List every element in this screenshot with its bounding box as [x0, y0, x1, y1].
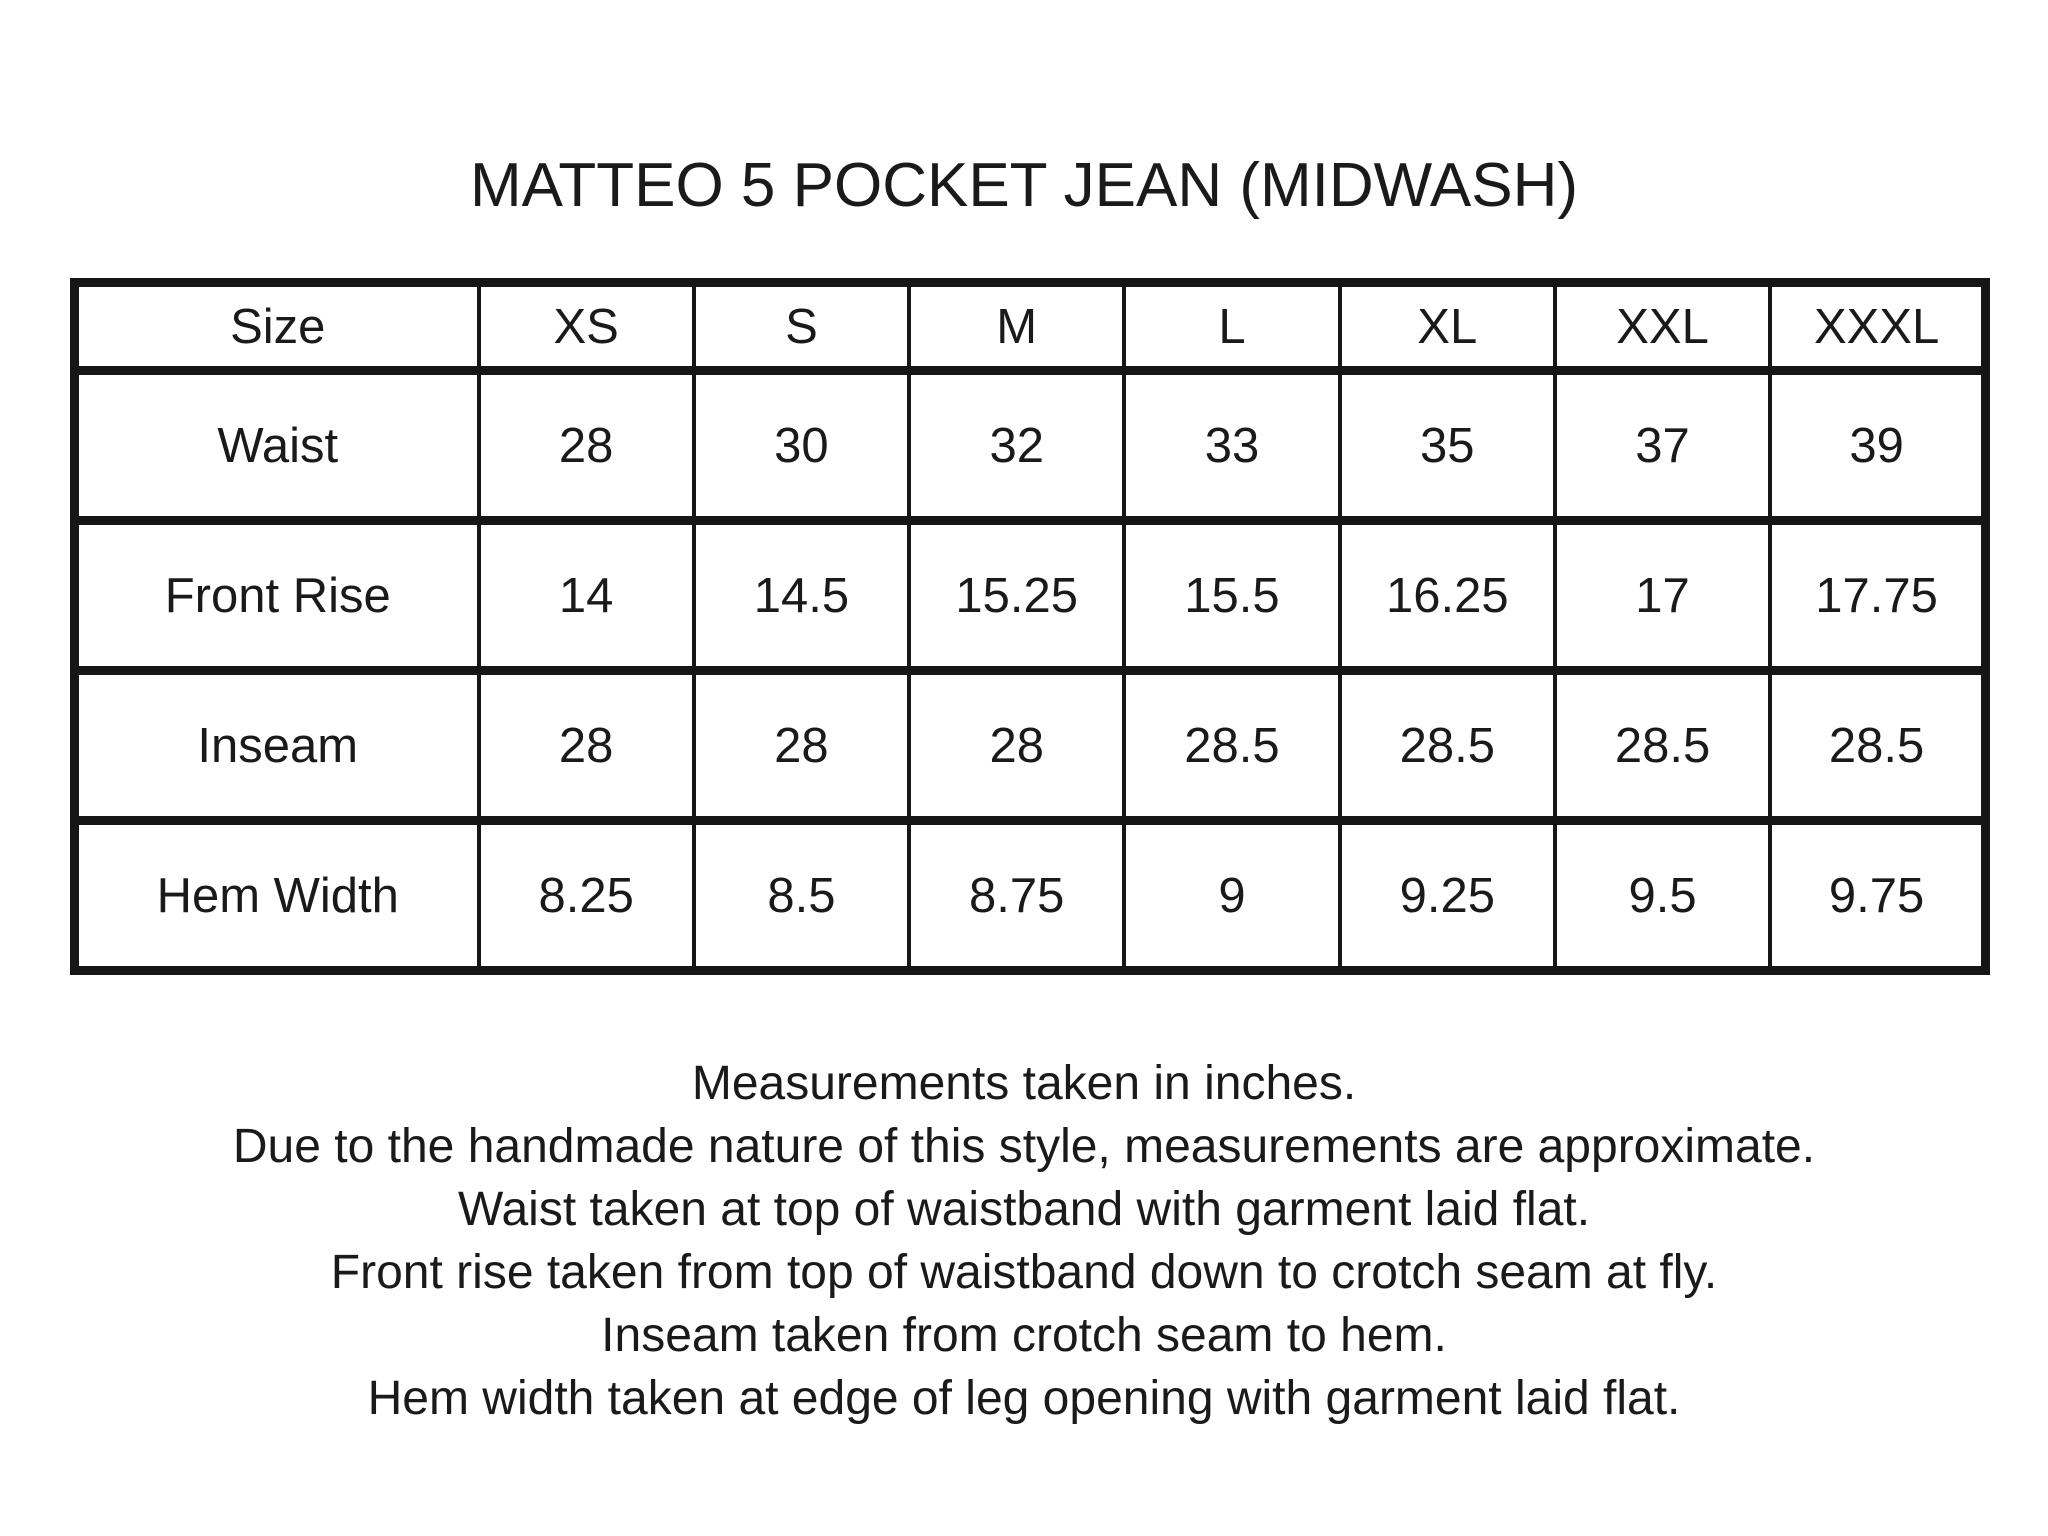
table-row	[75, 671, 1986, 821]
measurement-cell: 28	[694, 671, 909, 821]
measurement-cell: 28	[909, 671, 1124, 821]
note-line: Due to the handmade nature of this style, measurements are approximate.	[232, 1120, 1816, 1173]
measurement-cell: 8.75	[909, 821, 1124, 971]
column-header-size: Size	[75, 283, 479, 371]
table-row	[75, 821, 1986, 971]
column-header: XL	[1340, 283, 1555, 371]
measurement-cell: 14.5	[694, 521, 909, 671]
measurement-cell: 15.5	[1124, 521, 1339, 671]
measurement-cell: 32	[909, 371, 1124, 521]
measurement-cell: 9.5	[1555, 821, 1770, 971]
measurement-cell: 9	[1124, 821, 1339, 971]
row-label: Front Rise	[75, 521, 479, 671]
column-header: XXXL	[1770, 283, 1985, 371]
column-header: M	[909, 283, 1124, 371]
measurement-cell: 28.5	[1124, 671, 1339, 821]
table-row	[75, 521, 1986, 671]
measurement-cell: 28.5	[1340, 671, 1555, 821]
measurement-cell: 17.75	[1770, 521, 1985, 671]
column-header: XXL	[1555, 283, 1770, 371]
measurement-cell: 28	[479, 371, 694, 521]
measurement-cell: 28.5	[1555, 671, 1770, 821]
note-line: Front rise taken from top of waistband down to crotch seam at fly.	[330, 1246, 1718, 1299]
measurement-cell: 33	[1124, 371, 1339, 521]
measurement-cell: 28	[479, 671, 694, 821]
column-header: S	[694, 283, 909, 371]
note-line: Inseam taken from crotch seam to hem.	[601, 1309, 1447, 1362]
measurement-cell: 17	[1555, 521, 1770, 671]
row-label: Inseam	[75, 671, 479, 821]
table-row	[75, 371, 1986, 521]
measurement-cell: 37	[1555, 371, 1770, 521]
column-header: XS	[479, 283, 694, 371]
header-row	[75, 283, 1986, 371]
note-line: Hem width taken at edge of leg opening with garment laid flat.	[367, 1372, 1681, 1425]
measurement-cell: 9.25	[1340, 821, 1555, 971]
column-header: L	[1124, 283, 1339, 371]
measurement-cell: 16.25	[1340, 521, 1555, 671]
table-body	[75, 371, 1986, 971]
measurement-cell: 8.5	[694, 821, 909, 971]
notes	[0, 1052, 2048, 1430]
page-title: MATTEO 5 POCKET JEAN (MIDWASH)	[469, 150, 1579, 220]
note-line: Measurements taken in inches.	[691, 1057, 1357, 1110]
row-label: Hem Width	[75, 821, 479, 971]
note-line: Waist taken at top of waistband with garment laid flat.	[457, 1183, 1591, 1236]
measurement-cell: 14	[479, 521, 694, 671]
measurement-cell: 15.25	[909, 521, 1124, 671]
measurement-cell: 35	[1340, 371, 1555, 521]
size-chart-table	[70, 278, 1990, 975]
measurement-cell: 39	[1770, 371, 1985, 521]
measurement-cell: 8.25	[479, 821, 694, 971]
measurement-cell: 30	[694, 371, 909, 521]
measurement-cell: 9.75	[1770, 821, 1985, 971]
row-label: Waist	[75, 371, 479, 521]
measurement-cell: 28.5	[1770, 671, 1985, 821]
